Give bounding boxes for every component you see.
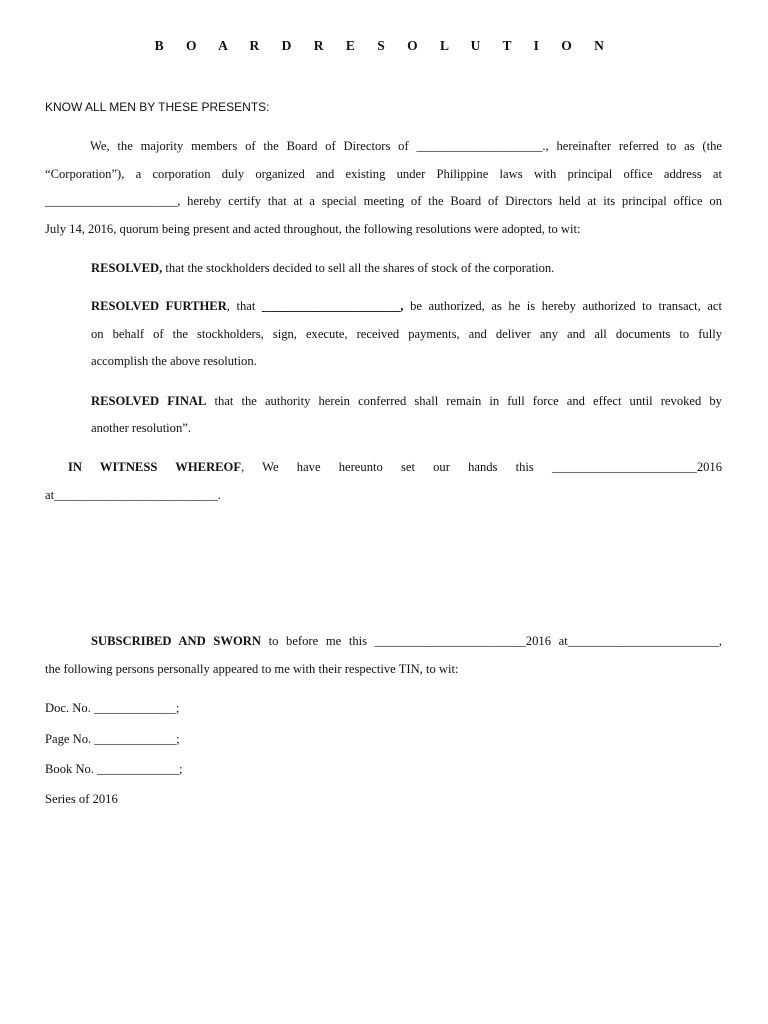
book-no-field: Book No. _____________; bbox=[45, 762, 183, 776]
page-no-field: Page No. _____________; bbox=[45, 732, 180, 746]
subscribed-line-2: the following persons personally appeared to me with their respective TIN, to wit: bbox=[45, 662, 459, 676]
resolved-further-line-3: accomplish the above resolution. bbox=[91, 354, 257, 368]
document-title: B O A R D R E S O L U T I O N bbox=[154, 38, 614, 53]
witness-line-1 bbox=[68, 459, 722, 475]
subscribed-line-1 bbox=[91, 633, 722, 649]
resolved-further-text-b: be authorized, as he is hereby authorized to transact, act bbox=[403, 299, 723, 313]
resolved-further-blank: ______________________, bbox=[261, 299, 404, 313]
resolved-clause bbox=[91, 260, 722, 276]
witness-text: , We have hereunto set our hands this _______________________2016 bbox=[241, 460, 723, 474]
resolved-final-label: RESOLVED FINAL bbox=[91, 394, 207, 408]
resolved-final-line-2: another resolution”. bbox=[91, 421, 192, 435]
paragraph-1-line-1: We, the majority members of the Board of Directors of ____________________., hereinafter referred to as (the bbox=[90, 139, 722, 153]
resolved-final-line-1 bbox=[91, 393, 722, 409]
salutation: KNOW ALL MEN BY THESE PRESENTS: bbox=[45, 100, 270, 114]
resolved-further-label: RESOLVED FURTHER bbox=[91, 299, 227, 313]
subscribed-text: to before me this ________________________2016 at________________________, bbox=[260, 634, 722, 648]
doc-no-field: Doc. No. _____________; bbox=[45, 701, 180, 715]
resolved-further-line-2: on behalf of the stockholders, sign, execute, received payments, and deliver any and all documents to fully bbox=[91, 327, 722, 341]
resolved-further-text-a: , that bbox=[226, 299, 262, 313]
series-field: Series of 2016 bbox=[45, 792, 118, 806]
witness-line-2: at__________________________. bbox=[45, 488, 221, 502]
paragraph-1-line-3: _____________________, hereby certify that at a special meeting of the Board of Directors held at its principal office on bbox=[45, 194, 722, 208]
paragraph-1-line-2: “Corporation”), a corporation duly organized and existing under Philippine laws with principal office address at bbox=[45, 167, 722, 181]
resolved-label: RESOLVED, bbox=[91, 261, 163, 275]
witness-label: IN WITNESS WHEREOF bbox=[68, 460, 242, 474]
resolved-further-line-1 bbox=[91, 298, 722, 314]
resolved-text: that the stockholders decided to sell all the shares of stock of the corporation. bbox=[162, 261, 555, 275]
resolved-final-text: that the authority herein conferred shall remain in full force and effect until revoked by bbox=[206, 394, 722, 408]
subscribed-label: SUBSCRIBED AND SWORN bbox=[91, 634, 261, 648]
paragraph-1-line-4: July 14, 2016, quorum being present and acted throughout, the following resolutions were adopted, to wit: bbox=[45, 222, 581, 236]
